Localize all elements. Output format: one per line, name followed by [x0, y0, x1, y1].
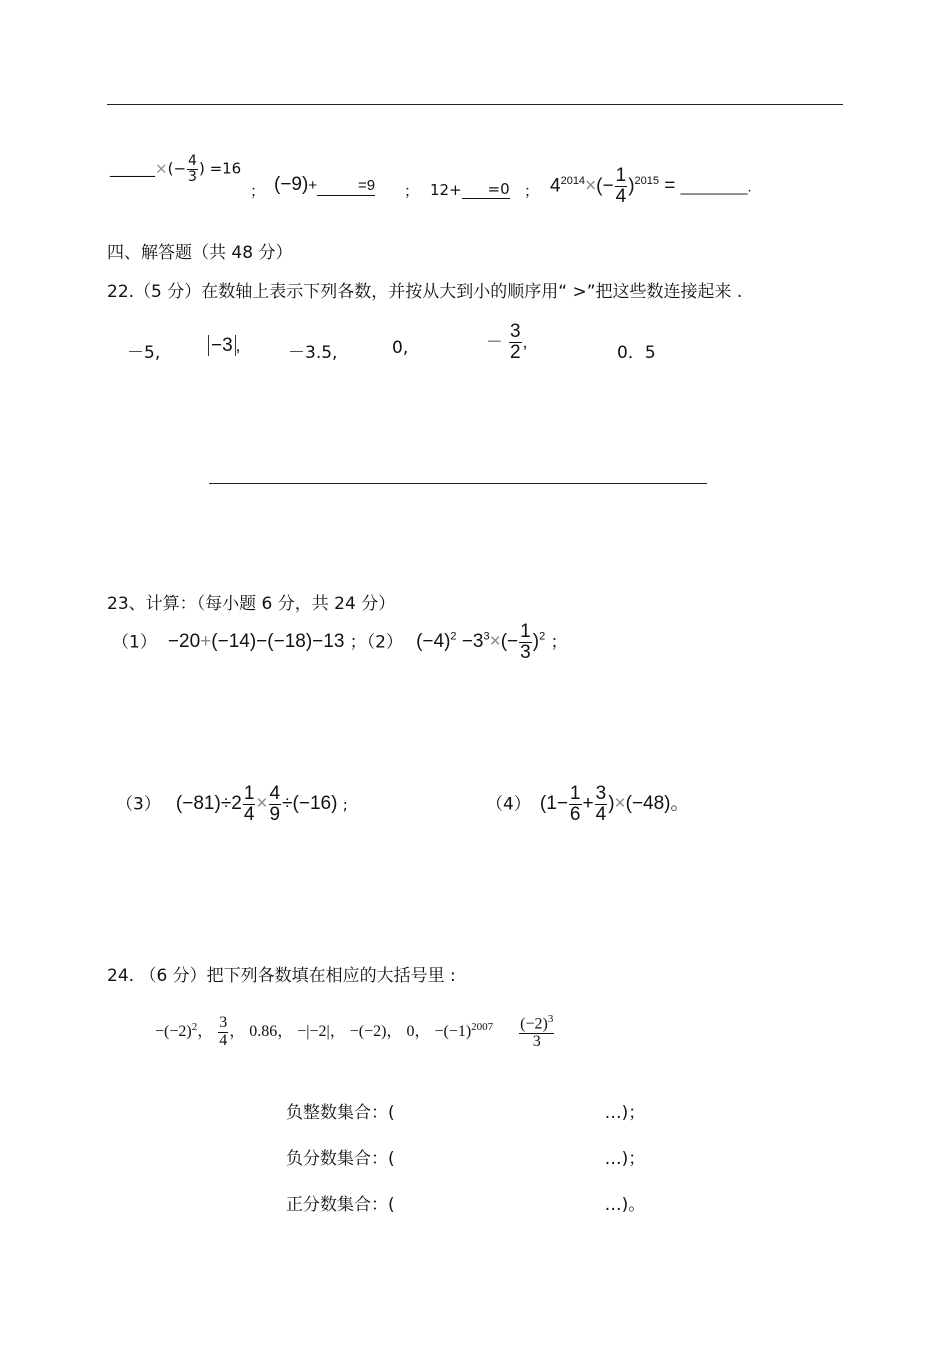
set-label: 正分数集合：( [286, 1195, 395, 1215]
times-symbol: × [489, 631, 501, 653]
separator: ；（2） [349, 632, 403, 653]
item-label: （3） [116, 794, 161, 815]
number-item: −(−2) [349, 1023, 387, 1041]
minus-sign: − [173, 159, 187, 178]
item-label: （1） [112, 632, 157, 653]
set-negative-fractions [286, 1144, 645, 1169]
header-rule [107, 104, 843, 105]
term: −20 [167, 631, 201, 653]
section-title: 四、解答题（共 48 分） [107, 243, 293, 263]
number-item: 0.86， [249, 1023, 294, 1041]
fraction [615, 166, 628, 207]
exponent: 2015 [634, 175, 659, 188]
term: (−4) [416, 631, 451, 653]
open-paren: (1− [539, 793, 568, 815]
set-negative-integers [286, 1098, 645, 1123]
denominator: 6 [569, 803, 581, 825]
plus-sign: + [582, 793, 594, 815]
term: (−16) [292, 793, 338, 815]
numerator: 1 [243, 783, 255, 804]
fraction [519, 1014, 554, 1051]
fraction [218, 1015, 228, 1050]
times-symbol: × [256, 793, 268, 815]
comma: ， [386, 1023, 403, 1041]
abs-value: −3 [208, 335, 236, 356]
denominator: 3 [532, 1033, 541, 1051]
equals-text: =9 [357, 177, 376, 194]
exponent: 2 [539, 631, 546, 644]
separator: ； [250, 182, 266, 200]
open-paren: (− [596, 175, 614, 197]
close-paren: ) [608, 793, 615, 815]
exponent: 2014 [560, 175, 586, 188]
numerator: 3 [510, 321, 521, 342]
numerator: 4 [269, 783, 281, 804]
numerator: 3 [595, 783, 607, 804]
equals-text: =0 [487, 180, 510, 198]
number-item: −(−1) [434, 1023, 472, 1041]
numerator-base: (−2) [520, 1015, 548, 1033]
numerator: 1 [520, 621, 531, 642]
term: (−48)。 [625, 793, 690, 815]
numerator [519, 1014, 554, 1034]
exponent: 2007 [471, 1020, 494, 1033]
answer-blank[interactable]: ________ [680, 178, 748, 196]
comma: ， [229, 1023, 246, 1041]
denominator: 4 [243, 803, 255, 825]
fraction [243, 784, 256, 825]
equals-text: =16 [204, 159, 242, 178]
denominator: 9 [269, 803, 281, 825]
exponent: 3 [483, 631, 490, 644]
comma: , [522, 332, 528, 352]
expression [175, 783, 343, 825]
numerator: 4 [188, 153, 197, 169]
close-paren: ) [628, 175, 635, 197]
numerator: 3 [219, 1014, 228, 1032]
numerator: 1 [569, 783, 581, 804]
denominator: 4 [615, 185, 627, 207]
exponent: 2 [450, 631, 457, 644]
exponent: 2 [191, 1020, 198, 1033]
times-symbol: × [155, 159, 168, 178]
plus-sign: + [200, 631, 212, 653]
q21-part4 [550, 166, 752, 207]
denominator: 4 [595, 803, 607, 825]
term: −3 [461, 631, 484, 653]
q22-prompt: 22.（5 分）在数轴上表示下列各数，并按从大到小的顺序用“ >”把这些数连接起来 . [107, 282, 743, 302]
exponent: 3 [547, 1013, 554, 1025]
set-end: …)； [604, 1103, 646, 1123]
fraction [187, 154, 198, 184]
times-symbol: × [585, 175, 597, 197]
term: (−18) [267, 631, 313, 653]
term: (−14) [211, 631, 257, 653]
separator: ； [550, 632, 568, 653]
term: (−9) [274, 174, 309, 195]
number-item: −(−2) [155, 1023, 192, 1041]
expression [539, 783, 690, 825]
fraction [569, 784, 582, 825]
set-end: …)； [604, 1149, 646, 1169]
answer-blank[interactable] [462, 180, 510, 199]
q22-number: 0．5 [617, 343, 656, 363]
fraction [595, 784, 608, 825]
answer-line[interactable] [209, 483, 707, 484]
q22-number: 0, [392, 338, 409, 358]
q23-row3 [486, 784, 690, 825]
minus-sign: − [256, 631, 268, 653]
term: −13 [312, 631, 345, 653]
separator: ； [404, 182, 420, 200]
comma: ， [329, 1023, 346, 1041]
comma: ， [197, 1023, 214, 1041]
fraction [509, 322, 522, 363]
expression [416, 621, 550, 663]
set-positive-fractions [286, 1190, 645, 1215]
number-item: 0， [406, 1023, 431, 1041]
q22-number [208, 335, 240, 357]
set-end: …)。 [604, 1195, 646, 1215]
q21-part3 [430, 180, 510, 199]
q24-title: 24. （6 分）把下列各数填在相应的大括号里 : [107, 966, 456, 986]
q23-title: 23、计算：（每小题 6 分，共 24 分） [107, 594, 396, 614]
separator: ； [524, 182, 540, 200]
plus-sign: + [308, 177, 318, 194]
lead-text: 12+ [430, 181, 462, 199]
whole-part: 2 [231, 793, 242, 815]
divide-sign: ÷ [220, 793, 232, 815]
numerator: 1 [615, 165, 627, 186]
set-label: 负分数集合：( [286, 1149, 395, 1169]
q21-part1 [110, 154, 241, 184]
denominator: 4 [219, 1031, 228, 1049]
q24-number-list [155, 1014, 555, 1051]
period: . [747, 178, 752, 196]
fraction [519, 622, 532, 663]
minus-sign: － [486, 332, 503, 352]
denominator: 3 [188, 168, 197, 185]
q22-number: －5, [127, 343, 161, 363]
separator: ; [342, 795, 348, 814]
equals-sign: = [664, 175, 676, 197]
answer-blank[interactable]: ______ [110, 159, 155, 178]
q23-row1 [112, 622, 567, 663]
q22-number [486, 322, 527, 363]
open-paren: (− [500, 631, 519, 653]
denominator: 2 [510, 341, 521, 363]
close-paren: ) [532, 631, 540, 653]
base: 4 [550, 175, 561, 197]
term: (−81) [175, 793, 221, 815]
times-symbol: × [614, 793, 626, 815]
close-paren: ) [198, 159, 205, 178]
q23-row2 [116, 784, 348, 825]
open-paren: ( [167, 159, 174, 178]
divide-sign: ÷ [282, 793, 293, 815]
q22-number: －3.5, [288, 343, 338, 363]
q21-part2 [274, 174, 375, 196]
number-item: −|−2| [297, 1023, 330, 1041]
expression [168, 631, 350, 652]
comma: , [235, 336, 241, 355]
denominator: 3 [520, 641, 531, 663]
fraction [269, 784, 282, 825]
set-label: 负整数集合：( [286, 1103, 395, 1123]
item-label: （4） [486, 794, 531, 815]
answer-blank[interactable] [317, 177, 375, 196]
